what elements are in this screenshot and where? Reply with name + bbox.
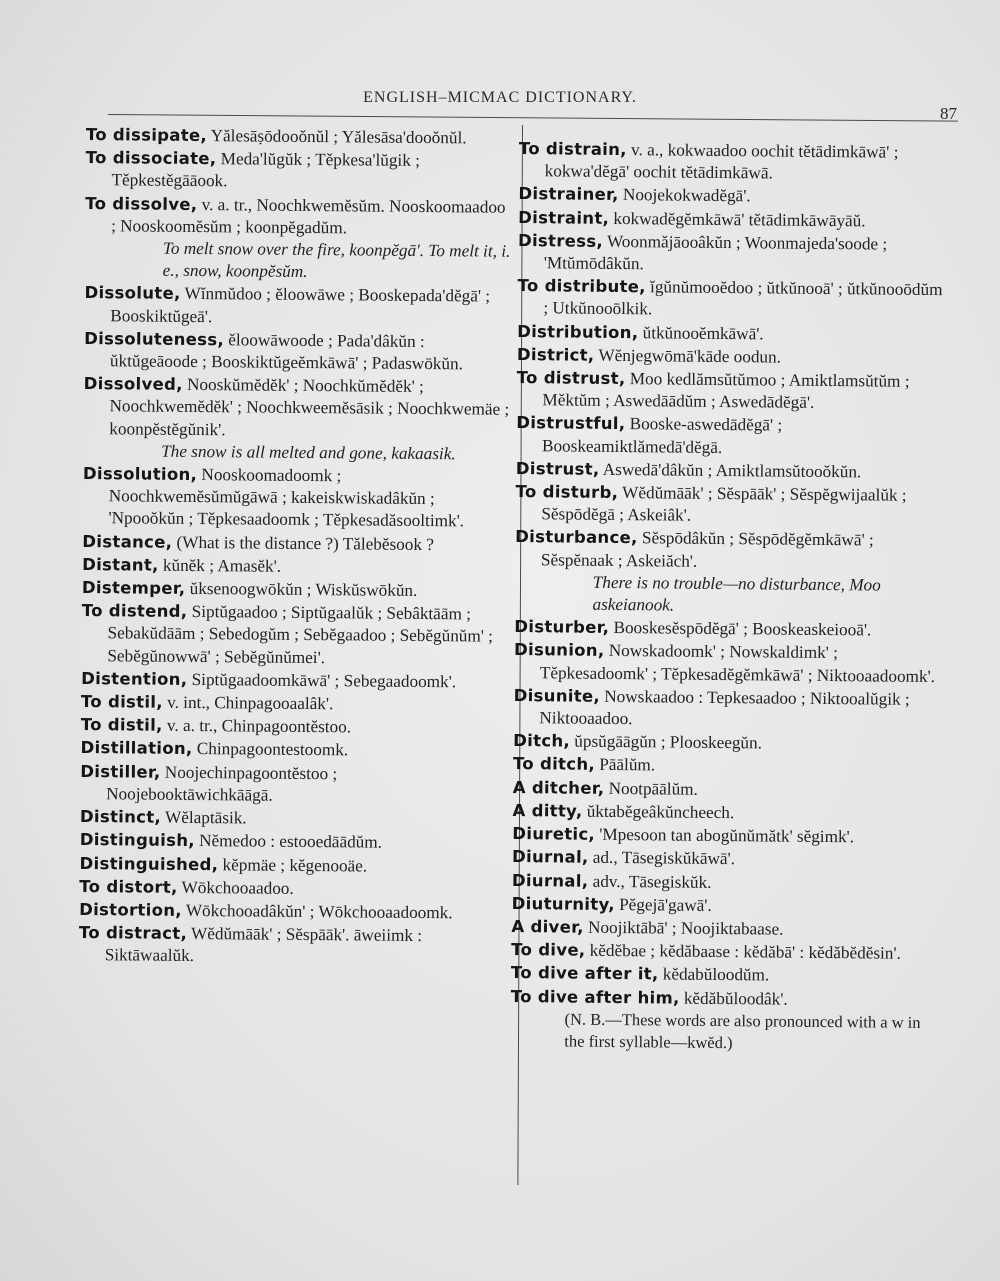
headword: A ditty, <box>512 800 583 821</box>
headword: Diurnal, <box>512 847 589 868</box>
definition: v. a. tr., Noochkwemĕsŭm. Nooskoomaadoo ; Nooskoomĕsŭm ; koonpĕgadŭm. <box>111 194 506 238</box>
dictionary-entry <box>78 531 508 557</box>
definition: ĕloowāwoode ; Pada'dâkŭn : ŭktŭgeāoode ; Booskiktŭgeĕmkāwā' ; Padaswōkŭn. <box>109 330 464 374</box>
dictionary-entry <box>76 737 506 763</box>
headword: Distrustful, <box>516 413 626 434</box>
dictionary-entry <box>75 852 505 878</box>
headword: Dissoluteness, <box>84 328 225 350</box>
dictionary-entry <box>77 714 507 740</box>
definition: Noojiktābā' ; Noojiktabaase. <box>583 917 784 939</box>
dictionary-entry <box>512 458 942 484</box>
headword: Distinguish, <box>79 830 195 851</box>
headword: Distemper, <box>81 578 186 598</box>
definition: Nowskadoomk' ; Nowskaldimk' ; Tĕpkesadoomk' ; Tĕpkesadĕgĕmkāwā' ; Niktooaadoomk'. <box>539 641 936 686</box>
dictionary-entry <box>509 777 939 803</box>
dictionary-entry <box>513 275 943 324</box>
dictionary-entry <box>515 138 945 187</box>
definition: Booske-aswedādĕgā' ; Booskeamiktlămedā'dĕgā. <box>541 414 783 457</box>
headword: Distinguished, <box>79 853 219 874</box>
definition: Noojekokwadĕgā'. <box>618 185 751 206</box>
definition: Nooskŭmĕdĕk' ; Noochkŭmĕdĕk' ; Noochkwemĕdĕk' ; Noochkweemĕsāsik ; Noochkwemäe ; koonpĕstĕgŭnik'. <box>109 375 510 439</box>
headword: Disturbance, <box>515 527 638 548</box>
definition: ŭpsŭgāāgŭn ; Plooskeegŭn. <box>569 731 763 753</box>
dictionary-entry <box>81 147 511 195</box>
dictionary-entry <box>81 193 512 286</box>
definition: Yălesāṣōdooŏnŭl ; Yălesāsa'dooŏnŭl. <box>206 126 467 148</box>
dictionary-entry <box>508 800 938 826</box>
headword: To distil, <box>80 715 163 736</box>
definition: v. a. tr., Chinpagoontĕstoo. <box>162 716 352 737</box>
headword: District, <box>516 344 595 365</box>
headword: Dissolved, <box>83 374 183 395</box>
example-phrase: There is no trouble—no disturbance, Moo askeianook. <box>592 572 881 615</box>
headword: Disunite, <box>513 685 601 706</box>
definition: Siptŭgaadoo ; Siptŭgaalŭk ; Sebâktāām ; Sebakŭdāām ; Sebedogŭm ; Sebĕgaadoo ; Sebĕgŭnŭm' ; Sebĕgŭnowwā' ; Sebĕgŭnŭmei'. <box>107 602 494 667</box>
definition: (What is the distance ?) Tălebĕsook ? <box>172 532 435 554</box>
headword: To distort, <box>79 876 178 897</box>
dictionary-entry <box>511 481 941 530</box>
header-rule <box>108 114 958 122</box>
headword: Distribution, <box>517 321 639 342</box>
definition: Noojechinpagoontĕstoo ; Noojebooktāwichkāāgā. <box>106 762 338 805</box>
headword: A ditcher, <box>512 777 605 798</box>
definition: kĕdĕbae ; kĕdăbaase : kĕdăbā' : kĕdăbĕdĕsin'. <box>585 940 901 963</box>
definition: Wĕdŭmāāk' ; Sĕspāāk' ; Sĕspĕgwijaalŭk ; Sĕspōdĕgā ; Askeiâk'. <box>541 483 907 525</box>
dictionary-entry <box>77 668 507 694</box>
headword: To dissociate, <box>85 148 217 169</box>
definition: Sĕspōdâkŭn ; Sĕspōdĕgĕmkāwā' ; Sĕspĕnaak ; Askeiăch'. <box>540 528 874 571</box>
headword: Distraint, <box>518 207 610 228</box>
definition: kĕdăbŭloodâk'. <box>679 988 788 1009</box>
dictionary-entry <box>76 806 506 832</box>
definition: Pāālŭm. <box>594 755 656 775</box>
definition: Wĕnjegwōmā'kāde oodun. <box>594 345 782 367</box>
dictionary-entry <box>508 893 938 919</box>
dictionary-entry <box>508 869 938 895</box>
dictionary-entry <box>78 554 508 580</box>
dictionary-entry <box>510 526 941 619</box>
definition: 'Mpesoon tan abogŭnŭmătk' sĕgimk'. <box>594 824 855 847</box>
dictionary-entry <box>514 183 944 209</box>
headword: Distiller, <box>80 761 161 782</box>
definition: Chinpagoontestoomk. <box>192 739 349 760</box>
dictionary-entry <box>82 124 512 150</box>
definition: Moo kedlămsŭtŭmoo ; Amiktlamsŭtŭm ; Mĕktŭm ; Aswedāādŭm ; Aswedādĕgā'. <box>542 369 910 413</box>
dictionary-entry <box>75 899 505 925</box>
dictionary-entry <box>512 412 942 461</box>
headword: Disunion, <box>513 640 605 661</box>
left-column <box>75 124 512 971</box>
headword: To distract, <box>78 923 188 944</box>
definition: v. a., kokwaadoo oochit tĕtādimkāwā' ; kokwa'dĕgā' oochit tĕtādimkāwā. <box>544 140 899 183</box>
headword: Dissolution, <box>82 464 198 485</box>
definition: kŭnĕk ; Amasĕk'. <box>158 555 282 576</box>
headword: To dissolve, <box>85 193 198 214</box>
dictionary-entry <box>80 282 510 330</box>
headword: Distant, <box>82 554 159 575</box>
headword: To dive after it, <box>510 963 659 984</box>
definition: Woonmăjāooâkŭn ; Woonmajeda'soode ; 'Mtŭmōdâkŭn. <box>543 231 888 274</box>
dictionary-entry <box>78 463 509 533</box>
definition: Booskesĕspōdĕgā' ; Booskeaskeiooā'. <box>609 618 872 640</box>
headword: To disturb, <box>515 482 619 503</box>
definition: Meda'lŭgŭk ; Těpkesa'lŭgik ; Těpkestěgāāook. <box>111 149 420 191</box>
headword: Dissolute, <box>84 283 181 304</box>
definition: Wĕlaptāsik. <box>160 807 247 828</box>
definition: kĕpmäe ; kĕgenooäe. <box>218 854 368 876</box>
dictionary-entry <box>510 639 940 688</box>
headword: To distil, <box>80 692 163 712</box>
definition: Wĭnmŭdoo ; ĕloowāwe ; Booskepada'dĕgā' ; Booskiktŭgeā'. <box>110 284 491 326</box>
definition: ŭtkŭnooĕmkāwā'. <box>638 322 764 344</box>
definition: Pĕgejā'gawā'. <box>614 894 712 915</box>
right-column <box>506 138 945 1057</box>
headword: To distribute, <box>517 276 646 297</box>
definition: Nĕmedoo : estooedāādŭm. <box>194 831 383 852</box>
dictionary-entry <box>77 600 508 670</box>
dictionary-entry <box>510 616 940 642</box>
dictionary-entry <box>75 876 505 902</box>
headword: Distinct, <box>79 807 162 827</box>
headword: Distortion, <box>79 899 182 920</box>
definition: ĭgŭnŭmooĕdoo ; ŭtkŭnooā' ; ŭtkŭnooōdŭm ; Utkŭnooōlkik. <box>543 277 943 319</box>
headword: To distrust, <box>516 368 626 389</box>
definition: ŭksenoogwōkŭn ; Wiskŭswōkŭn. <box>185 578 418 601</box>
headword: Distance, <box>82 531 173 552</box>
dictionary-entry <box>75 922 505 970</box>
headword: A diver, <box>511 916 584 937</box>
headword: To dive after him, <box>510 986 680 1008</box>
headword: To dive, <box>511 940 586 960</box>
headword: Ditch, <box>513 731 571 751</box>
dictionary-entry <box>509 685 939 734</box>
definition: Wōkchooaadoo. <box>177 877 294 898</box>
dictionary-entry <box>508 846 938 872</box>
dictionary-entry <box>508 823 938 849</box>
definition: Wōkchooadâkŭn' ; Wōkchooaadoomk. <box>181 900 453 923</box>
definition: ŭktabĕgeâkŭncheech. <box>582 801 735 823</box>
dictionary-entry <box>512 367 942 416</box>
dictionary-entry <box>514 230 944 279</box>
dictionary-entry <box>507 916 937 942</box>
definition: Nooskoomadoomk ; Noochkwemĕsŭmŭgāwā ; kakeiskwiskadâkŭn ; 'Npooŏkŭn ; Těpkesaadoomk ; Těpkesadăsooltimk'. <box>108 465 465 531</box>
headword: Disturber, <box>514 617 610 638</box>
headword: Distillation, <box>80 738 193 759</box>
definition: Wĕdŭmāāk' ; Sĕspāāk'. āweiimk : Siktāwaalŭk. <box>104 924 423 966</box>
headword: To distend, <box>81 601 188 622</box>
definition: ad., Tāsegiskŭkāwā'. <box>588 848 736 869</box>
dictionary-entry <box>509 730 939 756</box>
page-number: 87 <box>940 104 957 123</box>
pronunciation-note: (N. B.—These words are also pronounced with a w in the first syllable—kwĕd.) <box>564 1009 921 1053</box>
definition: adv., Tāsegiskŭk. <box>588 871 712 892</box>
dictionary-entry <box>76 761 506 809</box>
dictionary-entry <box>507 939 937 965</box>
dictionary-entry <box>78 577 508 603</box>
headword: Diuturnity, <box>511 893 615 914</box>
headword: Diuretic, <box>512 824 596 844</box>
definition: kokwadĕgĕmkāwā' tĕtādimkāwāyāŭ. <box>609 208 866 230</box>
dictionary-entry <box>76 829 506 855</box>
dictionary-entry <box>506 985 937 1056</box>
dictionary-entry <box>80 328 510 376</box>
headword: Distress, <box>517 230 604 251</box>
definition: Nowskaadoo : Tepkesaadoo ; Niktooalŭgik ; Niktooaadoo. <box>539 686 910 729</box>
dictionary-entry <box>513 321 943 347</box>
headword: Distention, <box>81 668 188 689</box>
headword: Distrainer, <box>518 184 619 205</box>
definition: Siptŭgaadoomkāwā' ; Sebegaadoomk'. <box>187 669 457 692</box>
definition: Nootpāālŭm. <box>604 778 698 799</box>
definition: Aswedā'dâkŭn ; Amiktlamsŭtooŏkŭn. <box>599 459 862 482</box>
headword: Distrust, <box>515 458 600 479</box>
dictionary-entry <box>79 373 510 466</box>
headword: To ditch, <box>512 754 596 775</box>
definition: v. int., Chinpagooaalâk'. <box>162 692 334 714</box>
dictionary-entry <box>77 691 507 717</box>
example-phrase: To melt snow over the fire, koonpĕgā'. To melt it, i. e., snow, koonpĕsŭm. <box>162 238 511 282</box>
dictionary-entry <box>514 207 944 233</box>
example-phrase: The snow is all melted and gone, kakaasik. <box>161 441 456 464</box>
dictionary-entry <box>507 962 937 988</box>
headword: To distrain, <box>518 139 627 160</box>
dictionary-entry <box>513 344 943 370</box>
headword: To dissipate, <box>85 125 208 146</box>
dictionary-entry <box>509 753 939 779</box>
running-header: ENGLISH–MICMAC DICTIONARY. <box>363 89 637 106</box>
definition: kĕdabŭloodŭm. <box>658 964 770 985</box>
headword: Diurnal, <box>511 870 589 891</box>
